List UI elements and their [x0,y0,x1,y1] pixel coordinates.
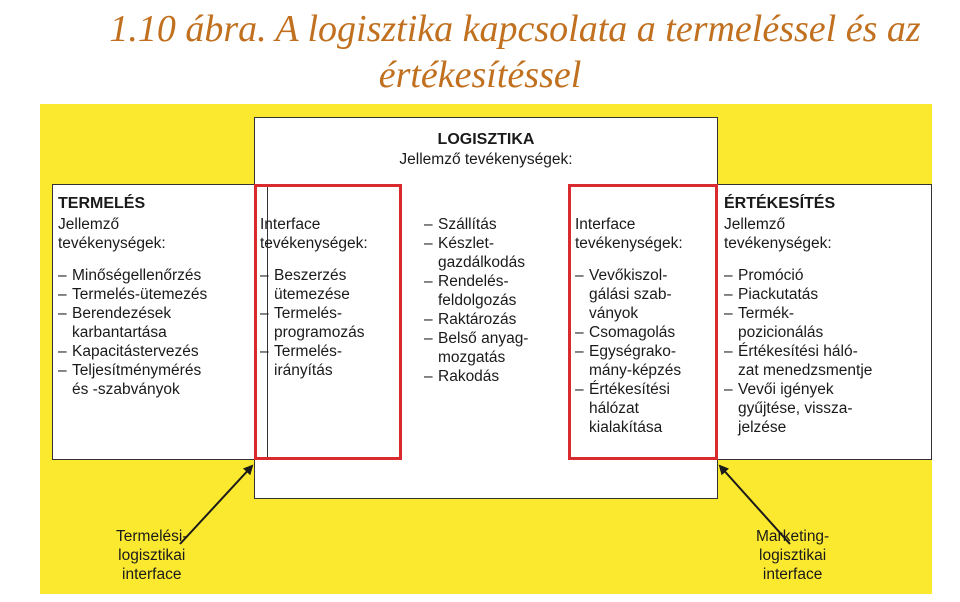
list-item: – Beszerzés ütemezése [260,266,364,304]
list-item: – Termelés- programozás [260,304,364,342]
list-item: – Termelés-ütemezés [58,285,207,304]
list-item: – Rakodás [424,367,528,386]
figure-title [0,6,960,98]
left-callout-arrow [180,466,252,544]
figure-title-line-2: értékesítéssel [378,54,582,96]
ertekesites-title: ÉRTÉKESÍTÉS [724,195,836,212]
figure-title-line-1: 1.10 ábra. A logisztika kapcsolata a termeléssel és az [109,8,921,50]
callout-arrows [40,104,932,594]
list-item: – Értékesítési háló- zat menedzsmentje [724,342,872,380]
termeles-subtitle: Jellemző tevékenységek: [58,216,166,252]
list-item: – Raktározás [424,310,528,329]
interface-right-subtitle: Interface tevékenységek: [575,216,683,252]
list-item: – Vevőkiszol- gálási szab- ványok [575,266,681,323]
list-item: – Egységrako- mány-képzés [575,342,681,380]
list-item: – Csomagolás [575,323,681,342]
list-item: – Kapacitástervezés [58,342,207,361]
list-item: – Termék- pozicionálás [724,304,872,342]
logisztika-subtitle: Jellemző tevékenységek: [399,151,573,168]
ertekesites-subtitle: Jellemző tevékenységek: [724,216,832,252]
list-item: – Promóció [724,266,872,285]
interface-left-subtitle: Interface tevékenységek: [260,216,368,252]
list-item: – Készlet- gazdálkodás [424,234,528,272]
right-callout-label: Marketing- logisztikai interface [756,528,830,583]
termeles-title: TERMELÉS [58,195,146,212]
list-item: – Rendelés- feldolgozás [424,272,528,310]
list-item: – Értékesítési hálózat kialakítása [575,380,681,437]
logisztika-title: LOGISZTIKA [437,131,535,148]
list-item: – Berendezések karbantartása [58,304,207,342]
list-item: – Minőségellenőrzés [58,266,207,285]
diagram-canvas [40,104,932,594]
left-callout-label: Termelési- logisztikai interface [116,528,188,583]
list-item: – Vevői igények gyűjtése, vissza- jelzése [724,380,872,437]
list-item: – Teljesítménymérés és -szabványok [58,361,207,399]
list-item: – Termelés- irányítás [260,342,364,380]
list-item: – Piackutatás [724,285,872,304]
list-item: – Belső anyag- mozgatás [424,329,528,367]
list-item: – Szállítás [424,215,528,234]
